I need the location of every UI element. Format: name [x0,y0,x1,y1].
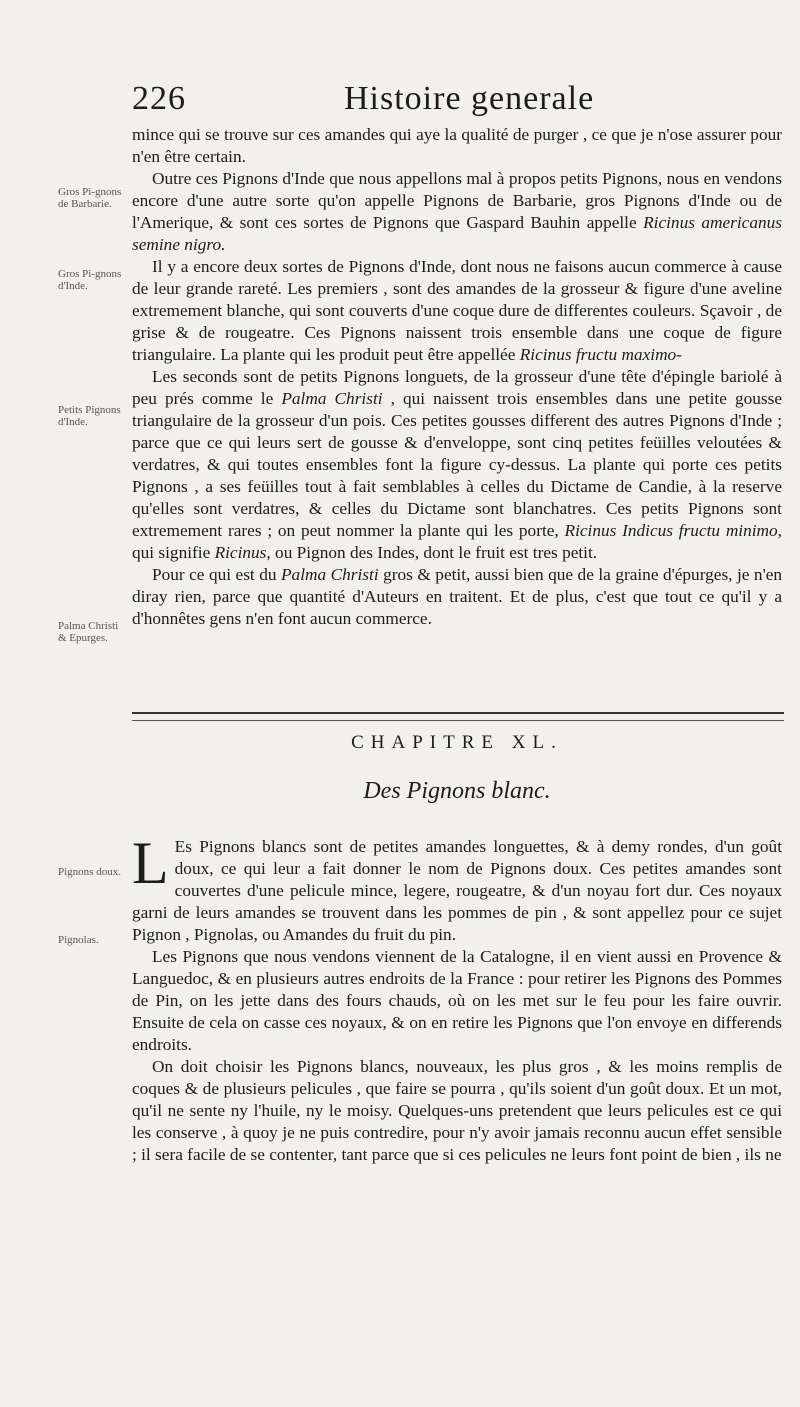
paragraph: Les Pignons que nous vendons viennent de la Catalogne, il en vient aussi en Provence & Languedoc, & en plusieurs autres endroits de la France : pour retirer les Pignons des Pommes de Pin, on les jette dans des fours chauds, où on les met sur le feu pour les faire ouvrir. Ensuite de cela on casse ces noyaux, & on en retire les Pignons que l'on envoye en differends endroits. [132,947,782,1054]
page-header [132,80,782,124]
paragraph: On doit choisir les Pignons blancs, nouveaux, les plus gros , & les moins remplis de coques & de plusieurs pelicules , que faire se pourra , qu'ils soient d'un goût doux. Et un mot, qu'il ne sente ny l'huile, ny le moisy. Quelques-uns pretendent que leurs pelicules est ce qui les conserve , à quoy je ne puis contredire, pour n'y avoir jamais reconnu aucun effet sensible ; il sera facile de se contenter, tant parce que si ces pelicules ne leurs font point de bien , ils ne [132,1057,782,1164]
paragraph: Outre ces Pignons d'Inde que nous appellons mal à propos petits Pignons, nous en vendons encore d'une autre sorte qu'on appelle Pignons de Barbarie, gros Pignons d'Inde ou de l'Amerique, & sont ces sortes de Pignons que Gaspard Bauhin appelle Ricinus americanus semine nigro. [132,169,782,254]
paragraph: L Es Pignons blancs sont de petites amandes longuettes, & à demy rondes, d'un goût doux, ce qui leur a fait donner le nom de Pignons doux. Ces petites amandes sont couvertes d'une pelicule mince, legere, rougeatre, & d'un noyau fort dur. Ces noyaux garni de leurs amandes se trouvent dans les pommes de pin , & sont appellez pour ce sujet Pignon , Pignolas, ou Amandes du fruit du pin. [132,830,782,944]
top-text-block [132,124,782,630]
margin-note: Pignons doux. [58,866,121,878]
chapter-subtitle: Des Pignons blanc. [363,778,551,804]
bottom-text-block [132,830,782,1166]
section-divider [132,712,784,721]
paragraph: Il y a encore deux sortes de Pignons d'Inde, dont nous ne faisons aucun commerce à cause de leur grande rareté. Les premiers , sont des amandes de la grosseur & figure d'une aveline extremement blanche, qui sont couverts d'une coque dure de differentes couleurs. Sçavoir , de grise & de rougeatre. Ces Pignons naissent trois ensemble dans une coque de figure triangulaire. La plante qui les produit peut être appellée Ricinus fructu maximo- [132,257,782,364]
margin-note: Pignolas. [58,934,99,946]
running-head: Histoire generale [344,80,595,117]
page-number: 226 [132,80,186,117]
chapter-title: CHAPITRE XL. [351,732,563,753]
margin-note: Gros Pi-gnons de Barbarie. [58,186,122,210]
margin-note: Palma Christi & Epurges. [58,620,119,644]
drop-cap: L [132,830,169,896]
margin-note: Gros Pi-gnons d'Inde. [58,268,122,292]
paragraph: mince qui se trouve sur ces amandes qui aye la qualité de purger , ce que je n'ose assurer pour n'en être certain. [132,125,782,166]
margin-note: Petits Pignons d'Inde. [58,404,121,428]
paragraph: Les seconds sont de petits Pignons longuets, de la grosseur d'une tête d'épingle bariolé à peu prés comme le Palma Christi , qui naissent trois ensembles dans une petite gousse triangulaire de la grosseur d'un pois. Ces petites gousses different des autres Pignons d'Inde ; parce que ce qui leurs sert de gousse & d'enveloppe, sont cinq petites feüilles veloutées & verdatres, & qui toutes ensembles font la figure cy-dessus. La plante qui porte ces petits Pignons , a ses feüilles tout à fait semblables à celles du Dictame de Candie, à la reserve qu'elles sont verdatres, & celles du Dictame sont blanchatres. Ces petits Pignons sont extremement rares ; on peut nommer la plante qui les porte, Ricinus Indicus fructu minimo, qui signifie Ricinus, ou Pignon des Indes, dont le fruit est tres petit. [132,367,782,562]
paragraph: Pour ce qui est du Palma Christi gros & petit, aussi bien que de la graine d'épurges, je n'en diray rien, parce que quantité d'Auteurs en traitent. Et de plus, c'est que tout ce qu'il y a d'honnêtes gens n'en font aucun commerce. [132,565,783,628]
